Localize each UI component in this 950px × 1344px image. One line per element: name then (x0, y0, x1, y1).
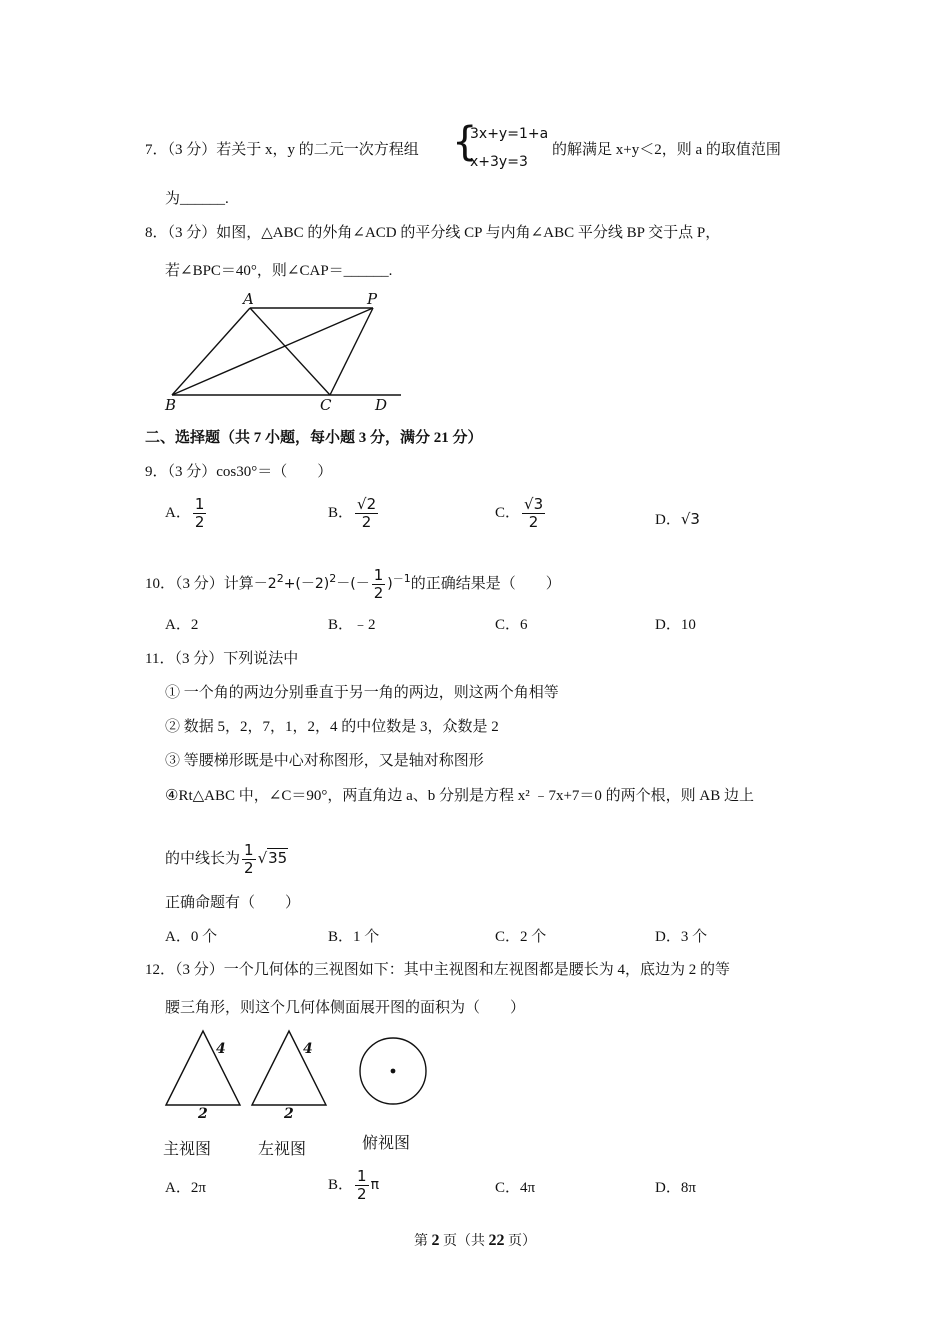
q10-expr-a: －2 (253, 575, 277, 592)
q11-stem (145, 649, 298, 669)
footer-post: 页） (504, 1234, 536, 1249)
q11-s4b-radicand: 35 (268, 849, 288, 867)
q10-sup-a: 2 (276, 571, 284, 585)
q12-text1: （3 分）一个几何体的三视图如下：其中主视图和左视图都是腰长为 4，底边为 2 的等 (175, 962, 731, 978)
q9-a-den: 2 (194, 513, 205, 531)
q10-expr-d: ) (387, 575, 393, 592)
q8-label-c: C (320, 396, 332, 414)
q10-option-b: B．﹣2 (328, 617, 376, 633)
q8-line1 (145, 223, 720, 243)
q11-statement-1: ① 一个角的两边分别垂直于另一角的两边，则这两个角相等 (165, 685, 559, 701)
q7-text-pre: （3 分）若关于 x，y 的二元一次方程组 (167, 142, 419, 158)
q12-caption-side: 左视图 (258, 1139, 307, 1158)
q9-option-d-label: D． (655, 512, 681, 528)
q12-line1 (145, 960, 730, 980)
q11-s4b-pre: 的中线长为 (165, 851, 241, 867)
q7-eq2: x+3y=3 (470, 154, 528, 170)
q12-figure (160, 1025, 440, 1110)
q10-number: 10． (145, 575, 176, 592)
q12-option-c: C．4π (495, 1180, 536, 1196)
footer-pre: 第 (414, 1234, 432, 1249)
footer-mid: 页（共 (439, 1234, 489, 1249)
q12-option-a: A．2π (165, 1180, 206, 1196)
q12-option-b (328, 1168, 379, 1203)
q10-expr-b: +(－2) (283, 575, 330, 592)
q8-line-bp (172, 308, 373, 395)
q10-option-c: C．6 (495, 617, 528, 633)
q9-option-b (328, 496, 380, 531)
q10-expr-c: －(－ (336, 575, 370, 592)
q8-label-a: A (243, 290, 254, 308)
q10-text-pre: （3 分）计算 (175, 575, 254, 592)
q10-option-a: A．2 (165, 617, 199, 633)
q8-number: 8． (145, 225, 168, 241)
footer-total-pages: 22 (488, 1232, 505, 1249)
q9-b-num: √2 (357, 495, 377, 513)
q9-option-d-value: √3 (680, 510, 700, 528)
q12-side-view-triangle (252, 1031, 326, 1105)
q12-top-view-center (391, 1069, 396, 1074)
q10-fraction (372, 567, 386, 602)
footer-page-number: 2 (431, 1232, 440, 1249)
q8-label-d: D (375, 396, 388, 414)
q12-option-b-label: B． (328, 1176, 354, 1193)
q9-a-num: 1 (194, 495, 205, 513)
q8-label-p: P (367, 290, 378, 308)
q8-line-ac (250, 308, 330, 395)
q11-statement-4: ④Rt△ABC 中，∠C＝90°，两直角边 a、b 分别是方程 x² ﹣7x+7＝0 的两个根，则 AB 边上 (165, 788, 755, 804)
q9-option-b-fraction (355, 496, 378, 531)
q10-sup-b: 2 (329, 571, 337, 585)
q12-caption-top: 俯视图 (362, 1133, 411, 1152)
q9-option-a (165, 496, 208, 531)
q12-b-num: 1 (357, 1167, 367, 1185)
q12-side-side-label: 4 (303, 1041, 313, 1057)
q8-line-ba (172, 308, 250, 395)
q10-sup-d: －1 (392, 571, 411, 585)
q9-number: 9． (145, 464, 168, 480)
q11-s4b-fraction (242, 842, 256, 877)
q12-b-den: 2 (357, 1185, 367, 1203)
q7-number: 7． (145, 142, 168, 158)
q7-brace: { (452, 119, 478, 165)
q12-b-pi: π (370, 1176, 379, 1193)
q9-option-d (655, 509, 700, 530)
q9-text: （3 分）cos30°＝（ ） (167, 464, 333, 480)
q10-stem (145, 567, 561, 602)
q9-b-den: 2 (361, 513, 372, 531)
page-footer (0, 1230, 950, 1250)
q7-line2: 为______. (165, 191, 229, 207)
q9-option-c-fraction (522, 496, 545, 531)
q12-option-d: D．8π (655, 1180, 696, 1196)
q9-stem (145, 462, 332, 482)
q11-statement-3: ③ 等腰梯形既是中心对称图形，又是轴对称图形 (165, 753, 484, 769)
q9-option-a-fraction (193, 496, 207, 531)
q11-number: 11． (145, 651, 175, 667)
q9-option-b-label: B． (328, 504, 354, 521)
q9-c-num: √3 (524, 495, 544, 513)
q9-option-c (495, 496, 547, 531)
q11-statement-4b (165, 840, 288, 877)
q12-front-side-label: 4 (216, 1041, 226, 1057)
q11-option-d: D．3 个 (655, 929, 708, 945)
q9-option-a-label: A． (165, 504, 191, 521)
q12-number: 12． (145, 962, 176, 978)
q7-line1 (145, 140, 419, 160)
q11-text: （3 分）下列说法中 (174, 651, 299, 667)
q11-option-a: A．0 个 (165, 929, 218, 945)
q12-caption-front: 主视图 (163, 1139, 212, 1158)
q11-option-b: B．1 个 (328, 929, 380, 945)
q11-statement-2: ② 数据 5，2，7，1，2，4 的中位数是 3，众数是 2 (165, 719, 499, 735)
q12-front-base-label: 2 (198, 1106, 208, 1122)
q8-line-cp (330, 308, 373, 395)
q10-frac-den: 2 (373, 584, 384, 602)
q12-option-b-fraction (355, 1168, 369, 1203)
q11-s4b-den: 2 (244, 859, 254, 878)
q7-eq1: 3x+y=1+a (470, 126, 549, 142)
q10-option-d: D．10 (655, 617, 696, 633)
q12-line2: 腰三角形，则这个几何体侧面展开图的面积为（ ） (165, 1000, 526, 1016)
q10-text-post: 的正确结果是（ ） (410, 575, 561, 592)
q11-ask: 正确命题有（ ） (165, 895, 301, 911)
q11-s4b-num: 1 (244, 841, 254, 860)
q10-frac-num: 1 (373, 566, 384, 584)
q11-option-c: C．2 个 (495, 929, 547, 945)
q9-c-den: 2 (528, 513, 539, 531)
q11-s4b-sqrt: √35 (257, 849, 288, 867)
q8-label-b: B (165, 396, 177, 414)
section2-title: 二、选择题（共 7 小题，每小题 3 分，满分 21 分） (145, 430, 483, 446)
q12-front-view-triangle (166, 1031, 240, 1105)
q8-text1: （3 分）如图，△ABC 的外角∠ACD 的平分线 CP 与内角∠ABC 平分线 BP 交于点 P， (167, 225, 721, 241)
q7-text-post: 的解满足 x+y＜2，则 a 的取值范围 (552, 142, 781, 158)
q8-line2: 若∠BPC＝40°，则∠CAP＝______. (165, 263, 393, 279)
q12-side-base-label: 2 (284, 1106, 294, 1122)
q9-option-c-label: C． (495, 504, 521, 521)
